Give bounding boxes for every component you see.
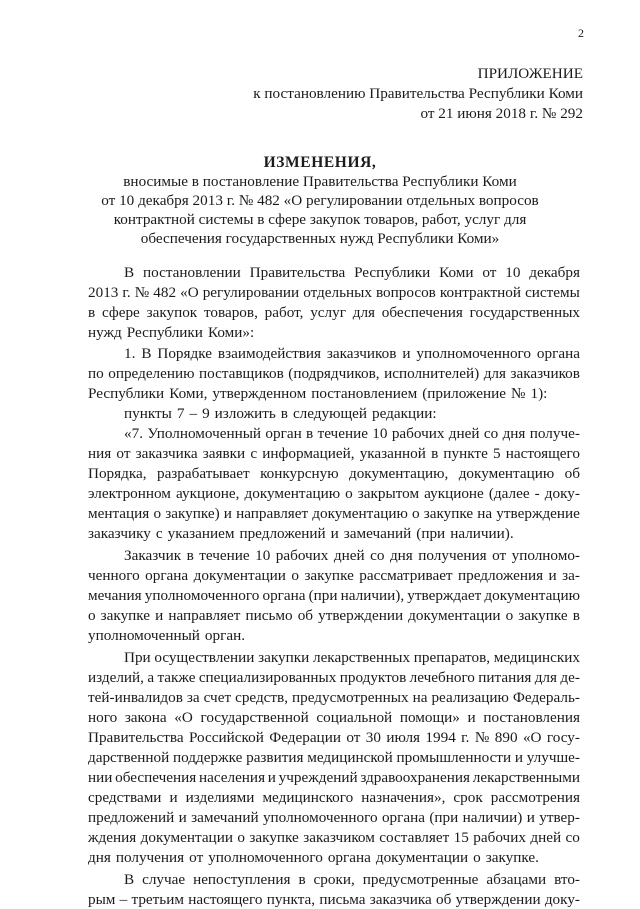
page-number: 2 <box>578 26 584 40</box>
body-line: Порядка, разрабатывает конкурсную документацию, документацию об <box>88 465 580 482</box>
body-line: Правительства Российской Федерации от 30 июля 1994 г. № 890 «О госу- <box>88 729 580 746</box>
body-line: предложений и замечаний уполномоченного органа (при наличии) и утвер- <box>88 809 580 826</box>
body-line: «7. Уполномоченный орган в течение 10 рабочих дней со дня получе- <box>124 425 580 442</box>
heading-subtitle-line: обеспечения государственных нужд Республики Коми» <box>140 230 500 247</box>
body-line: 1. В Порядке взаимодействия заказчиков и уполномоченного органа <box>124 345 580 362</box>
body-line: изделий, а также специализированных продуктов лечебного питания для де- <box>88 669 580 686</box>
body-line: рым – третьим настоящего пункта, письма заказчика об утверждении доку- <box>88 891 580 908</box>
body-line: мечания уполномоченного органа (при наличии), утверждает документацию <box>88 587 580 604</box>
body-line: нии обеспечения населения и учреждений здравоохранения лекарственными <box>88 769 580 786</box>
body-line: В случае непоступления в сроки, предусмотренные абзацами вто- <box>124 871 580 888</box>
body-line: Республики Коми, утвержденном постановлением (приложение № 1): <box>88 385 548 402</box>
heading-subtitle-line: от 10 декабря 2013 г. № 482 «О регулировании отдельных вопросов <box>101 192 539 209</box>
body-line: средствами и изделиями медицинского назначения», срок рассмотрения <box>88 789 580 806</box>
body-line: тей-инвалидов за счет средств, предусмотренных на реализацию Федераль- <box>88 689 580 706</box>
body-line: о закупке и направляет письмо об утверждении документации о закупке в <box>88 607 580 624</box>
body-line: электронном аукционе, документацию о закрытом аукционе (далее - доку- <box>88 485 580 502</box>
heading-title: ИЗМЕНЕНИЯ, <box>263 154 377 171</box>
body-line: ждения документации о закупке заказчиком составляет 15 рабочих дней со <box>88 829 580 846</box>
heading-subtitle-line: контрактной системы в сфере закупок товаров, работ, услуг для <box>113 211 527 228</box>
body-line: нужд Республики Коми»: <box>88 324 255 341</box>
body-line: по определению поставщиков (подрядчиков, исполнителей) для заказчиков <box>88 365 580 382</box>
body-line: пункты 7 – 9 изложить в следующей редакции: <box>124 405 437 422</box>
body-line: 2013 г. № 482 «О регулировании отдельных вопросов контрактной системы <box>88 284 580 301</box>
body-line: ченного органа документации о закупке рассматривает предложения и за- <box>88 567 580 584</box>
body-line: При осуществлении закупки лекарственных препаратов, медицинских <box>124 649 580 666</box>
body-line: Заказчик в течение 10 рабочих дней со дня получения от уполномо- <box>124 547 580 564</box>
body-line: ного закона «О государственной социальной помощи» и постановления <box>88 709 580 726</box>
body-line: дня получения от уполномоченного органа документации о закупке. <box>88 849 539 866</box>
body-line: дарственной поддержке развития медицинской промышленности и улучше- <box>88 749 580 766</box>
heading-subtitle-line: вносимые в постановление Правительства Республики Коми <box>123 173 517 190</box>
appendix-line-1: к постановлению Правительства Республики Коми <box>253 85 583 102</box>
body-line: в сфере закупок товаров, работ, услуг для обеспечения государственных <box>88 304 580 321</box>
body-line: ментация о закупке) и направляет документацию о закупке на утверждение <box>88 505 580 522</box>
body-line: ния от заказчика заявки с информацией, указанной в пункте 5 настоящего <box>88 445 580 462</box>
appendix-label: ПРИЛОЖЕНИЕ <box>477 65 583 82</box>
appendix-line-2: от 21 июня 2018 г. № 292 <box>420 105 583 122</box>
body-line: уполномоченный орган. <box>88 627 245 644</box>
body-line: заказчику с указанием предложений и замечаний (при наличии). <box>88 525 514 542</box>
body-line: В постановлении Правительства Республики Коми от 10 декабря <box>124 264 580 281</box>
